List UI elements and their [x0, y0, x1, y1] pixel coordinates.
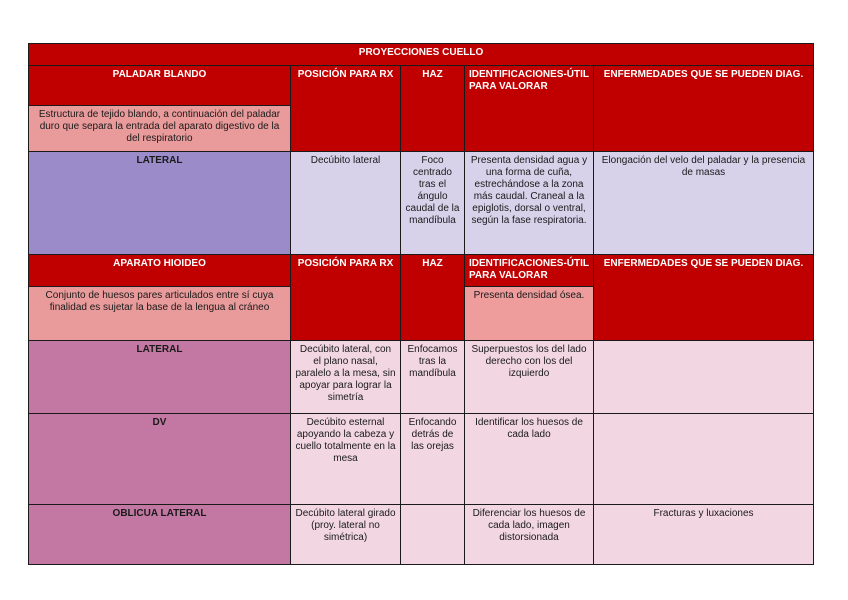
header-position: POSICIÓN PARA RX [291, 66, 401, 152]
row-position: Decúbito lateral [291, 152, 401, 255]
row-beam: Enfocamos tras la mandíbula [401, 341, 465, 414]
header-identification: IDENTIFICACIONES-ÚTIL PARA VALORAR [465, 66, 594, 152]
row-diseases [594, 414, 814, 505]
row-identification: Presenta densidad agua y una forma de cuña, estrechándose a la zona más caudal. Craneal a la epiglotis, dorsal o ventral, según la fase respiratoria. [465, 152, 594, 255]
row-identification: Diferenciar los huesos de cada lado, imagen distorsionada [465, 505, 594, 565]
section-name-paladar: PALADAR BLANDO [29, 66, 291, 106]
section-description-hioideo: Conjunto de huesos pares articulados entre sí cuya finalidad es sujetar la base de la lengua al cráneo [29, 287, 291, 341]
header-diseases: ENFERMEDADES QUE SE PUEDEN DIAG. [594, 255, 814, 341]
row-beam: Foco centrado tras el ángulo caudal de la mandíbula [401, 152, 465, 255]
section-identification-hioideo: Presenta densidad ósea. [465, 287, 594, 341]
projections-table [28, 43, 814, 565]
section-description-paladar: Estructura de tejido blando, a continuación del paladar duro que separa la entrada del aparato digestivo de la del respiratorio [29, 106, 291, 152]
row-diseases: Fracturas y luxaciones [594, 505, 814, 565]
row-label-dv: DV [29, 414, 291, 505]
row-position: Decúbito lateral girado (proy. lateral no simétrica) [291, 505, 401, 565]
row-label-lateral: LATERAL [29, 341, 291, 414]
row-label-lateral: LATERAL [29, 152, 291, 255]
header-diseases: ENFERMEDADES QUE SE PUEDEN DIAG. [594, 66, 814, 152]
table-title: PROYECCIONES CUELLO [29, 44, 814, 66]
row-diseases: Elongación del velo del paladar y la presencia de masas [594, 152, 814, 255]
header-position: POSICIÓN PARA RX [291, 255, 401, 341]
row-position: Decúbito esternal apoyando la cabeza y cuello totalmente en la mesa [291, 414, 401, 505]
row-label-oblicua: OBLICUA LATERAL [29, 505, 291, 565]
header-identification: IDENTIFICACIONES-ÚTIL PARA VALORAR [465, 255, 594, 287]
header-beam: HAZ [401, 66, 465, 152]
header-beam: HAZ [401, 255, 465, 341]
row-position: Decúbito lateral, con el plano nasal, paralelo a la mesa, sin apoyar para lograr la simetría [291, 341, 401, 414]
row-beam [401, 505, 465, 565]
section-name-hioideo: APARATO HIOIDEO [29, 255, 291, 287]
row-beam: Enfocando detrás de las orejas [401, 414, 465, 505]
row-identification: Identificar los huesos de cada lado [465, 414, 594, 505]
row-diseases [594, 341, 814, 414]
row-identification: Superpuestos los del lado derecho con los del izquierdo [465, 341, 594, 414]
